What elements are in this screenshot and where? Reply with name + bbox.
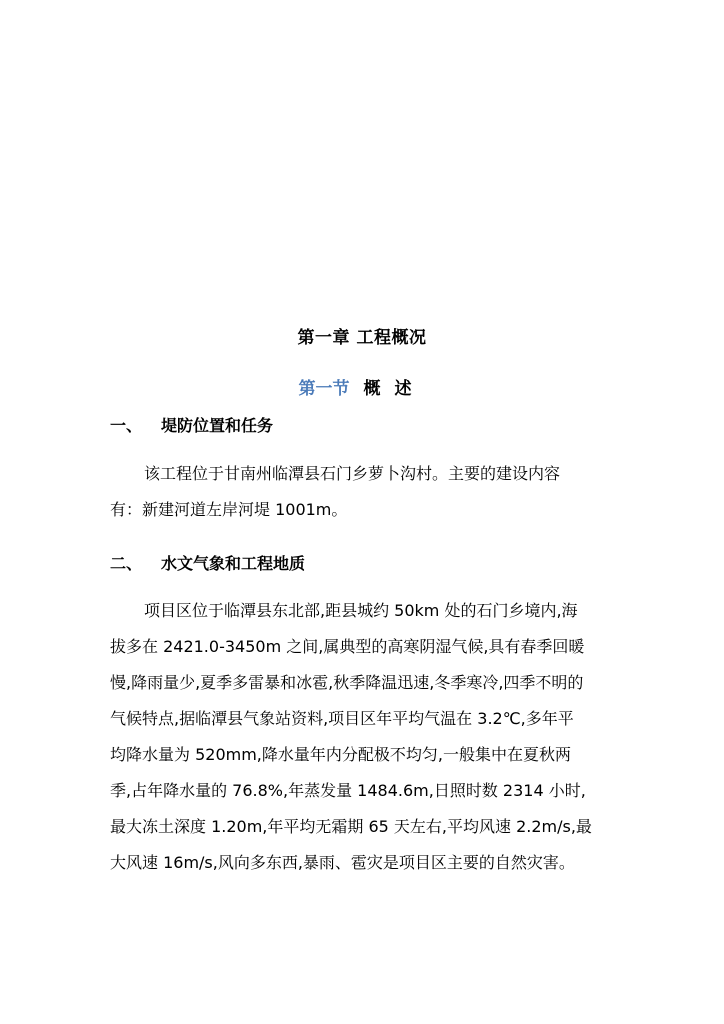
heading-number: 二、 <box>110 554 143 573</box>
section-title <box>0 374 724 399</box>
paragraph-line: 拔多在 2421.0-3450m 之间,属典型的高寒阴湿气候,具有春季回暖 <box>110 637 585 656</box>
paragraph-line: 大风速 16m/s,风向多东西,暴雨、雹灾是项目区主要的自然灾害。 <box>110 853 575 872</box>
chapter-title: 第一章 工程概况 <box>297 328 427 348</box>
heading-text: 水文气象和工程地质 <box>161 554 306 573</box>
heading-site-location <box>110 413 273 436</box>
section-number: 第一节 <box>298 379 350 399</box>
paragraph-line: 最大冻土深度 1.20m,年平均无霜期 65 天左右,平均风速 2.2m/s,最 <box>110 817 592 836</box>
paragraph-line: 气候特点,据临潭县气象站资料,项目区年平均气温在 3.2℃,多年平 <box>110 709 574 728</box>
paragraph-line: 慢,降雨量少,夏季多雷暴和冰雹,秋季降温迅速,冬季寒冷,四季不明的 <box>110 673 584 692</box>
paragraph-climate <box>110 599 620 887</box>
paragraph-line: 季,占年降水量的 76.8%,年蒸发量 1484.6m,日照时数 2314 小时, <box>110 781 586 800</box>
section-name: 概述 <box>363 379 426 399</box>
paragraph-line: 均降水量为 520mm,降水量年内分配极不均匀,一般集中在夏秋两 <box>110 745 571 764</box>
paragraph-project-scope <box>110 462 620 534</box>
heading-text: 堤防位置和任务 <box>161 416 274 435</box>
paragraph-line: 项目区位于临潭县东北部,距县城约 50km 处的石门乡境内,海 <box>144 601 578 620</box>
paragraph-line: 有：新建河道左岸河堤 1001m。 <box>110 500 348 519</box>
heading-hydrology-geology <box>110 551 305 574</box>
heading-number: 一、 <box>110 416 143 435</box>
paragraph-line: 该工程位于甘南州临潭县石门乡萝卜沟村。主要的建设内容 <box>144 464 561 483</box>
